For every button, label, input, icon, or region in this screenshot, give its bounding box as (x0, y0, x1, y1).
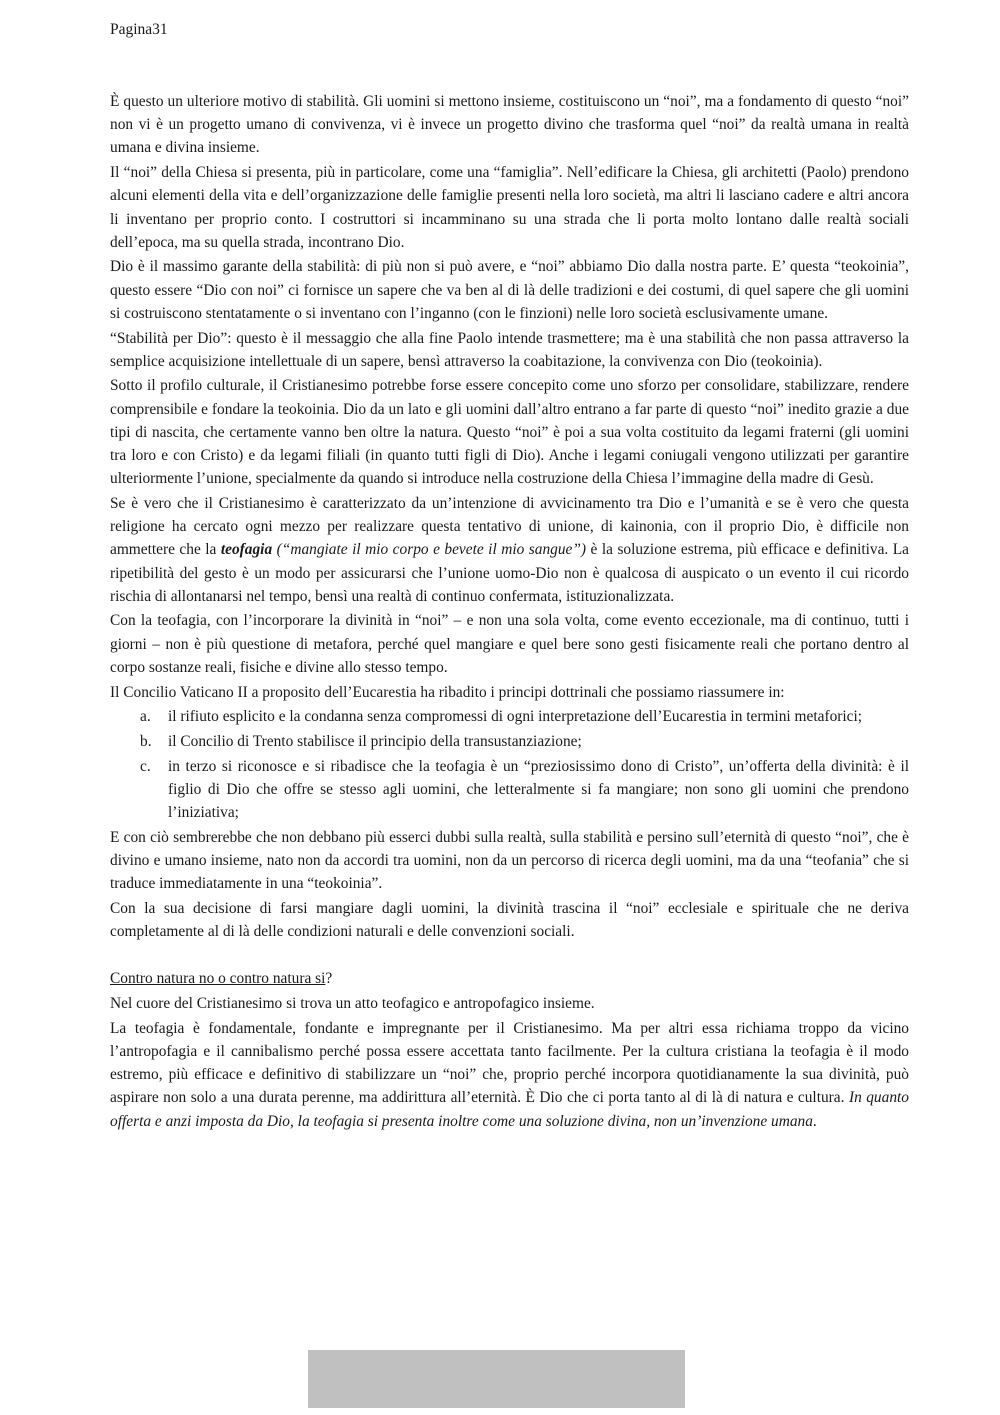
list-marker: b. (140, 732, 152, 750)
list-marker: c. (140, 757, 151, 775)
list-item-text: in terzo si riconosce e si ribadisce che la teofagia è un “preziosissimo dono di Cristo”, un’offerta della divinità: è il figlio di Dio che offre se stesso agli uomini, che letteralmente si fa mangiare; non sono gli uomini che prendono l’iniziativa; (168, 757, 909, 822)
list-item-text: il Concilio di Trento stabilisce il principio della transustanziazione; (168, 732, 582, 750)
list-item (140, 755, 909, 825)
paragraph: Dio è il massimo garante della stabilità: di più non si può avere, e “noi” abbiamo Dio dalla nostra parte. E’ questa “teokoinia”, questo essere “Dio con noi” ci fornisce un sapere che va ben al di là delle tradizioni e dei costumi, di quel sapere che gli uomini si costruiscono stentatamente o si inventano con l’inganno (con le finzioni) nelle loro società esclusivamente umane. (110, 258, 909, 322)
text-run: è la soluzione estrema, più efficace e definitiva. La ripetibilità del gesto è un modo per assicurarsi che l’unione uomo-Dio non è qualcosa di auspicato o un evento il cui ricordo rischia di allontanarsi nel tempo, bensì una realtà di continuo confermata, istituzionalizzata. (110, 541, 909, 605)
paragraph: Nel cuore del Cristianesimo si trova un atto teofagico e antropofagico insieme. (110, 995, 595, 1013)
footer-gray-bar (308, 1350, 685, 1408)
paragraph: Sotto il profilo culturale, il Cristianesimo potrebbe forse essere concepito come uno sforzo per consolidare, stabilizzare, rendere comprensibile e fondare la teokoinia. Dio da un lato e gli uomini dall’altro entrano a far parte di questo “noi” inedito grazie a due tipi di nascita, che certamente vanno ben oltre la natura. Questo “noi” è poi a sua volta costituito da legami fraterni (gli uomini tra loro e con Cristo) e da legami filiali (in quanto tutti figli di Dio). Anche i legami coniugali vengono utilizzati per garantire ulteriormente l’unione, specialmente da quando si introduce nella costruzione della Chiesa l’immagine della madre di Gesù. (110, 377, 909, 488)
paragraph: “Stabilità per Dio”: questo è il messaggio che alla fine Paolo intende trasmettere; ma è una stabilità che non passa attraverso la semplice acquisizione intellettuale di un sapere, bensì attraverso la coabitazione, la convivenza con Dio (teokoinia). (110, 329, 909, 370)
text-run: . (812, 1112, 817, 1130)
paragraph (110, 1017, 909, 1133)
paragraph-teofagia (110, 492, 909, 608)
paragraph: E con ciò sembrerebbe che non debbano più esserci dubbi sulla realtà, sulla stabilità e persino sull’eternità di questo “noi”, che è divino e umano insieme, nato non da accordi tra uomini, non da un percorso di ricerca degli uomini, ma da una “teofania” che si traduce immediatamente in una “teokoinia”. (110, 828, 909, 893)
text-run: Se è vero che il Cristianesimo è caratterizzato da un’intenzione di avvicinamento tra Dio e l’umanità e se è vero che questa religione ha cercato ogni mezzo per realizzare questa tentativo di unione, di kainonia, con il proprio Dio, è difficile non ammettere che la (110, 494, 909, 559)
list-item (140, 730, 909, 753)
paragraph: Il Concilio Vaticano II a proposito dell’Eucarestia ha ribadito i principi dottrinali che possiamo riassumere in: (110, 683, 785, 701)
list-marker: a. (140, 708, 151, 726)
quote-italic: (“mangiate il mio corpo e bevete il mio sangue”) (272, 541, 587, 559)
list-item (140, 705, 909, 728)
section-heading-text: Contro natura no o contro natura si (110, 970, 326, 988)
italic-conclusion: In quanto offerta e anzi imposta da Dio, la teofagia si presenta inoltre come una soluzione divina, non un’invenzione umana (110, 1089, 909, 1130)
paragraph: È questo un ulteriore motivo di stabilità. Gli uomini si mettono insieme, costituiscono un “noi”, ma a fondamento di questo “noi” non vi è un progetto umano di convivenza, vi è invece un progetto divino che trasforma quel “noi” da realtà umana in realtà umana e divina insieme. (110, 93, 909, 157)
section-heading (110, 967, 909, 990)
document-body (110, 90, 909, 1134)
paragraph: Con la sua decisione di farsi mangiare dagli uomini, la divinità trascina il “noi” ecclesiale e spirituale che ne deriva completamente al di là delle condizioni naturali e delle convenzioni sociali. (110, 899, 909, 941)
page-number-header: Pagina31 (110, 21, 168, 38)
list-item-text: il rifiuto esplicito e la condanna senza compromessi di ogni interpretazione dell’Eucarestia in termini metaforici; (168, 708, 863, 726)
paragraph: Il “noi” della Chiesa si presenta, più in particolare, come una “famiglia”. Nell’edificare la Chiesa, gli architetti (Paolo) prendono alcuni elementi della vita e dell’organizzazione delle famiglie presenti nella loro società, ma altri li lasciano cadere e altri ancora li inventano per proprio conto. I costruttori si incamminano su una strada che li porta molto lontano dalle realtà sociali dell’epoca, ma su quella strada, incontrano Dio. (110, 164, 909, 251)
doctrine-list (110, 705, 909, 824)
section-heading-suffix: ? (325, 970, 333, 988)
paragraph: Con la teofagia, con l’incorporare la divinità in “noi” – e non una sola volta, come evento eccezionale, ma di continuo, tutti i giorni – non è più questione di metafora, perché quel mangiare e quel bere sono gesti fisicamente reali che portano dentro al corpo sostanze reali, fisiche e divine allo stesso tempo. (110, 612, 909, 676)
emphasis-teofagia: teofagia (220, 541, 273, 559)
text-run: La teofagia è fondamentale, fondante e impregnante per il Cristianesimo. Ma per altri essa richiama troppo da vicino l’antropofagia e il cannibalismo perché possa essere accettata tanto facilmente. Per la cultura cristiana la teofagia è il modo estremo, più efficace e definitivo di stabilizzare un “noi” che, proprio perché incorpora quotidianamente la sua divinità, può aspirare non solo a una durata perenne, ma addirittura all’eternità. È Dio che ci porta tanto al di là di natura e cultura. (110, 1019, 909, 1107)
